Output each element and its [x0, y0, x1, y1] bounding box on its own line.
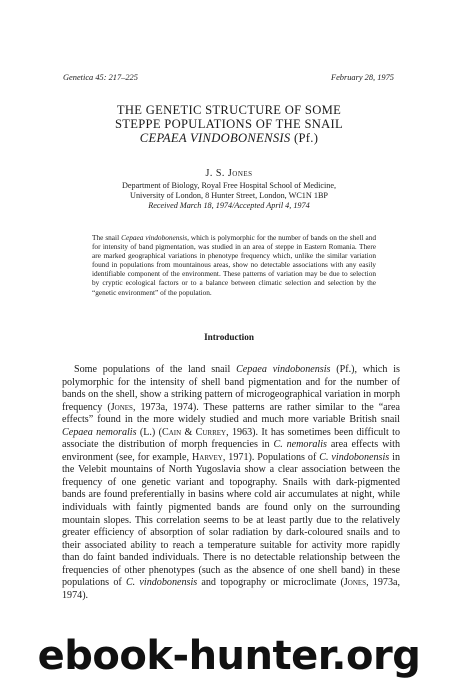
abstract-species: Cepaea vindobonensis [121, 233, 188, 242]
journal-citation: Genetica 45: 217–225 [63, 73, 138, 82]
title-line-1: THE GENETIC STRUCTURE OF SOME [116, 103, 342, 117]
title-line-3 [40, 131, 418, 145]
author-name: J. S. Jones [205, 168, 253, 179]
affiliation-line-2: University of London, 8 Hunter Street, London, WC1N 1BP [130, 191, 328, 201]
received-dates: Received March 18, 1974/Accepted April 4, 1974 [148, 201, 310, 211]
paragraph: Some populations of the land snail Cepaea vindobonensis (Pf.), which is polymorphic for the intensity of shell band pigmentation and for the number of bands on the shell, show a striking pattern of microgeographical variation in morph frequency (Jones, 1973a, 1974). These patterns are rather similar to the “area effects” found in the more widely studied and much more variable British snail Cepaea nemoralis (L.) (Cain & Currey, 1963). It has sometimes been difficult to associate the distribution of morph frequencies in C. nemoralis area effects with environment (see, for example, Harvey, 1971). Populations of C. vindobonensis in the Velebit mountains of North Yugoslavia show a clear association between the frequency of one genetic variant and topography. Snails with dark-pigmented bands are found preferentially in basins where cold air accumulates at night, while individuals with faintly pigmented bands are found only on the surrounding mountain slopes. This correlation seems to be at least partly due to the relatively greater efficiency of absorption of solar radiation by dark-coloured snails and to their associated ability to reach a temperature suitable for activity more rapidly than do faint banded individuals. There is no detectable relationship between the frequencies of other phenotypes (such as the absence of one shell band) in these populations of C. vindobonensis and topography or microclimate (Jones, 1973a, 1974). [62, 364, 401, 601]
affiliation-line-1: Department of Biology, Royal Free Hospital School of Medicine, [121, 181, 337, 190]
title-line-2: STEPPE POPULATIONS OF THE SNAIL [114, 117, 344, 131]
title-species: CEPAEA VINDOBONENSIS [139, 131, 291, 145]
publication-date: February 28, 1975 [330, 73, 394, 82]
affiliation [40, 181, 418, 212]
watermark-text: ebook-hunter.org [37, 633, 421, 679]
title-species-author: (Pf.) [293, 131, 319, 145]
abstract: The snail Cepaea vindobonensis, which is polymorphic for the number of bands on the shell and for intensity of band pigmentation, was studied in an area of steppe in Eastern Romania. There are marked geographical variations in phenotype frequency which, unlike the similar variation found in populations from mountainous areas, show no detectable associations with any easily identifiable component of the environment. These patterns of variation may be due to selection by cryptic ecological factors or to a balance between climatic selection and selection by the “genetic environment” of the population. [92, 233, 377, 297]
section-heading-introduction: Introduction [204, 332, 254, 342]
introduction-body [62, 364, 400, 602]
paper-title [40, 103, 418, 145]
